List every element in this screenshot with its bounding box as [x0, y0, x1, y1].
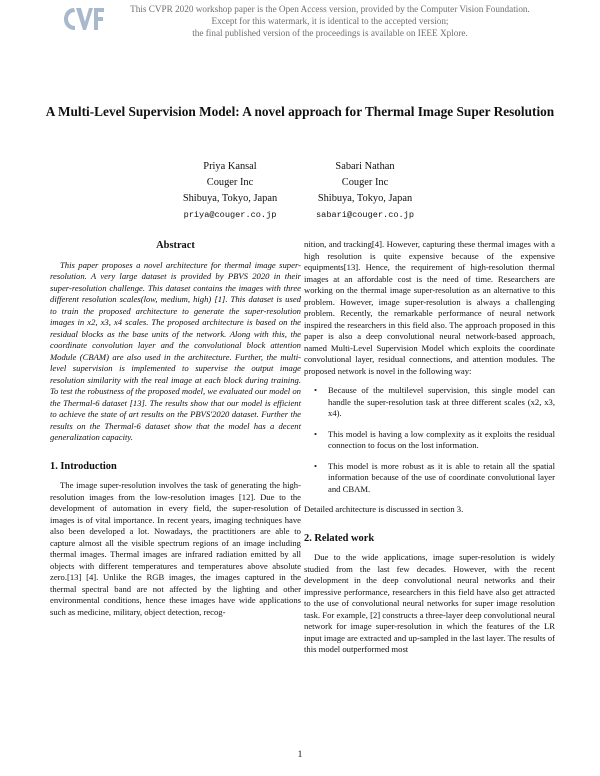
contribution-list — [304, 385, 555, 495]
author-name: Sabari Nathan — [335, 161, 395, 172]
intro-paragraph-continued: nition, and tracking[4]. However, capturing these thermal images with a high resolution is quite expensive because of the expensive equipments[13]. Hence, the requirement of high-resolution thermal images at an affordable cost is the need of time. Researchers are working on the thermal image super-resolution as an alternative to this problem. However, image super-resolution is always a challenging problem. Recently, the remarkable performance of neural network inspired the researchers in this field also. The approach proposed in this paper is also a deep convolutional neural network-based approach, named Multi-Level Supervision Model which exploits the coordinate convolutional layer, residual connections, and attention modules. The proposed network is novel in the following way: — [304, 239, 555, 376]
watermark-line: Except for this watermark, it is identical to the accepted version; — [211, 16, 449, 26]
author-location: Shibuya, Tokyo, Japan — [317, 193, 413, 204]
paper-title: A Multi-Level Supervision Model: A novel approach for Thermal Image Super Resolution — [45, 104, 555, 119]
author-email: sabari@couger.co.jp — [316, 210, 414, 220]
author-block — [290, 159, 440, 223]
section-heading-introduction: 1. Introduction — [50, 460, 117, 472]
author-org: Couger Inc — [206, 177, 254, 188]
architecture-note: Detailed architecture is discussed in section 3. — [304, 504, 464, 514]
author-email: priya@couger.co.jp — [183, 210, 277, 220]
author-location: Shibuya, Tokyo, Japan — [182, 193, 278, 204]
list-item-text: This model is more robust as it is able to retain all the spatial information because of the use of coordinate convolutional layer and CBAM. — [328, 460, 555, 494]
related-work-paragraph: Due to the wide applications, image super-resolution is widely studied from the last few decades. However, with the recent development in the deep convolutional neural networks and their impressive performance, researchers in this field have also get attracted to the use of convolutional neural networks for super image resolution task. For example, [2] constructs a three-layer deep convolutional neural network for image super-resolution in which the features of the LR input image are extracted and up-sampled in the last layer. The results of this model outperformed most — [304, 552, 555, 654]
cvf-logo — [62, 4, 106, 34]
bullet-icon: • — [314, 460, 318, 471]
section-heading-related-work: 2. Related work — [304, 532, 375, 544]
author-block — [155, 159, 305, 223]
list-item — [304, 429, 555, 452]
abstract-text: This paper proposes a novel architecture for thermal image super-resolution. A very large dataset is provided by PBVS 2020 in their super-resolution challenge. This dataset contains the images with three different resolution scales(low, medium, high) [1]. This dataset is used to train the proposed architecture to generate the super-resolution images in x2, x3, x4 scales. The proposed architecture is based on the residual blocks as the base units of the network. Along with this, the coordinate convolution layer and the convolutional block attention Module (CBAM) are also used in the architecture. Further, the multi-level supervision is implemented to supervise the output image resolution similarity with the real image at each block during training. To test the robustness of the proposed model, we evaluated our model on the Thermal-6 dataset [13]. The results show that our model is efficient to achieve the state of art results on the PBVS'2020 dataset. Further the results on the Thermal-6 dataset show that the model has a decent generalization capacity. — [50, 259, 301, 442]
intro-paragraph: The image super-resolution involves the task of generating the high-resolution images from the low-resolution images [12]. Due to the development of automation in every field, the super-resolution of images is of vital importance. In recent years, imaging techniques have also been developed a lot. Nowadays, the practitioners are able to capture almost all the visible spectrum regions of an image including thermal images. Thermal images are infrared radiation emitted by all objects with different temperatures and temperatures above absolute zero.[13] [4]. Unlike the RGB images, the images captured in the thermal spectral band are not affected by the lighting and other environmental conditions, hence these images have wide applications such as medicine, military, object detection, recog- — [50, 480, 301, 617]
bullet-icon: • — [314, 385, 318, 395]
watermark-line: This CVPR 2020 workshop paper is the Open Access version, provided by the Computer Vision Foundation. — [130, 4, 530, 14]
right-column — [304, 239, 555, 656]
watermark-notice — [110, 3, 550, 39]
watermark-line: the final published version of the proceedings is available on IEEE Xplore. — [192, 28, 468, 38]
list-item — [304, 385, 555, 420]
author-org: Couger Inc — [341, 177, 389, 188]
left-column — [50, 240, 301, 618]
list-item — [304, 461, 555, 496]
list-item-text: Because of the multilevel supervision, this single model can handle the super-resolution task at three different scales (x2, x3, x4). — [328, 385, 555, 418]
abstract-heading: Abstract — [156, 240, 195, 251]
bullet-icon: • — [314, 428, 318, 439]
list-item-text: This model is having a low complexity as it exploits the residual connection to focus on the lost information. — [328, 428, 555, 450]
author-name: Priya Kansal — [203, 161, 257, 172]
cvf-logo-text: CVF — [62, 4, 64, 5]
page-number: 1 — [297, 750, 303, 760]
